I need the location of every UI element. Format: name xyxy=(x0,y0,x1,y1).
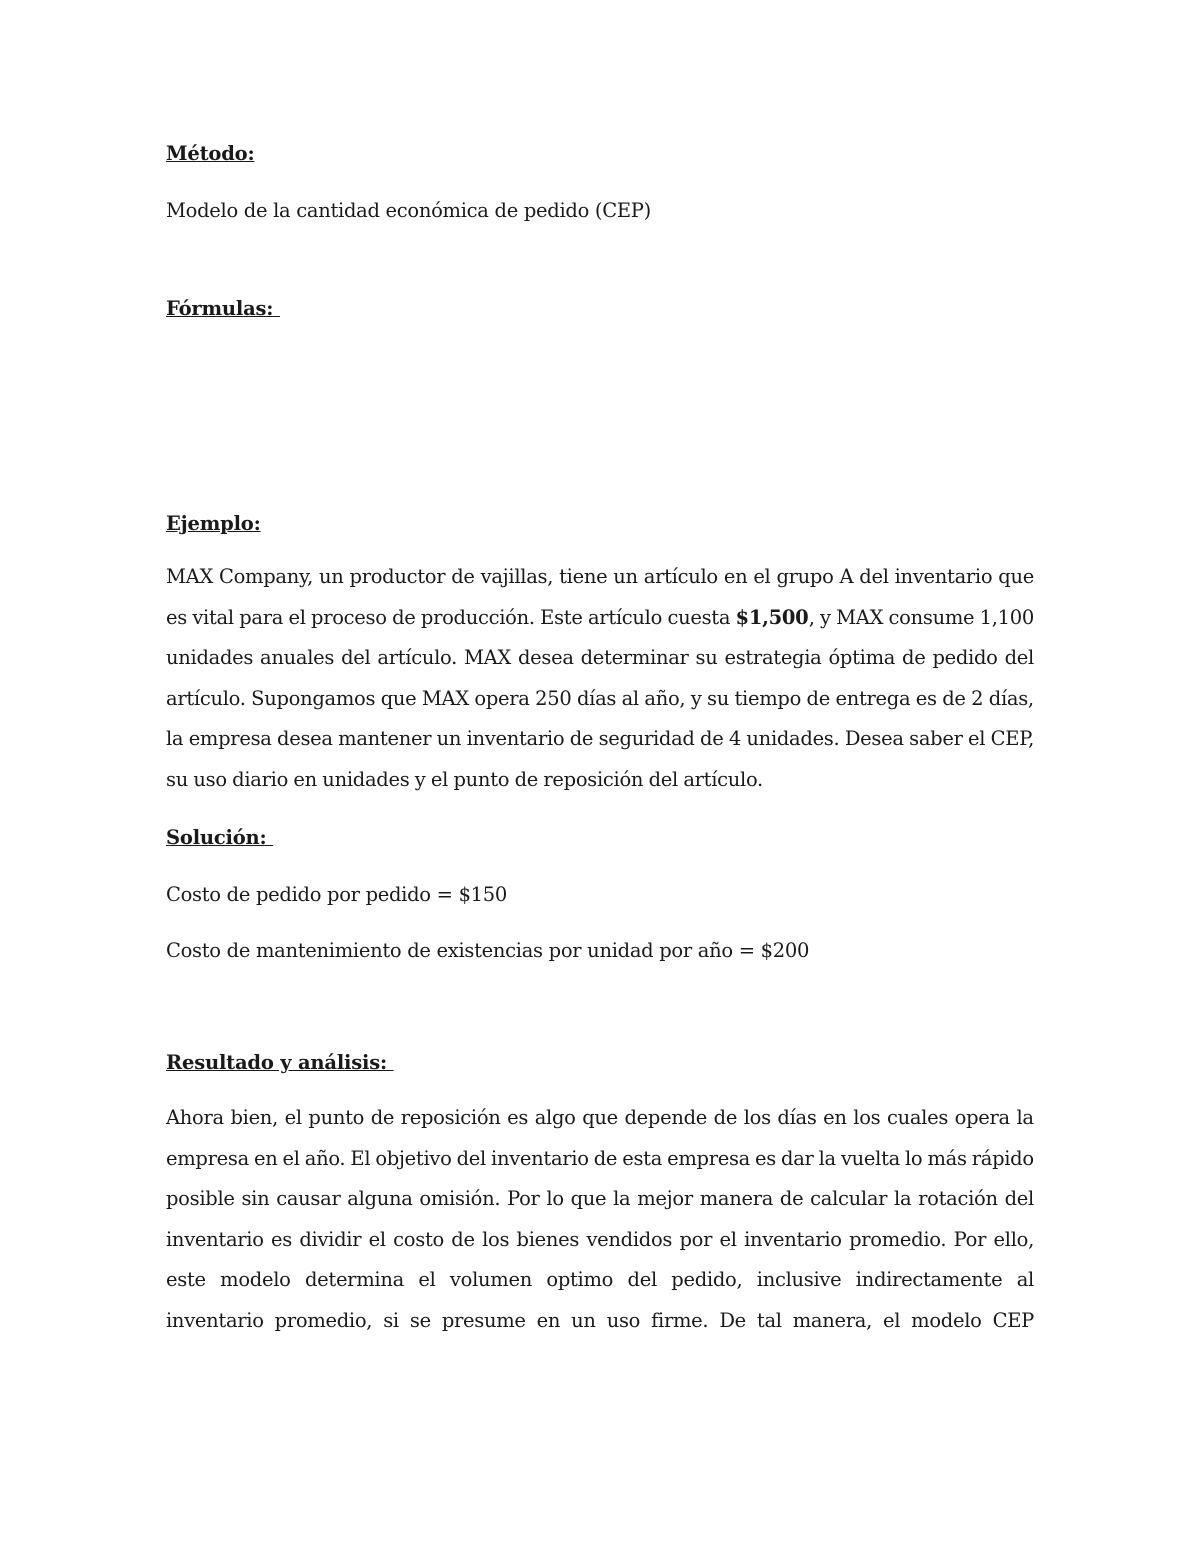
costo-pedido-text: Costo de pedido por pedido = $150 xyxy=(166,883,507,906)
word: uso xyxy=(606,1308,641,1332)
word: es xyxy=(755,1146,776,1170)
word: De xyxy=(719,1308,746,1332)
word: Company, xyxy=(219,565,314,588)
resultado-paragraph xyxy=(166,1098,1034,1342)
ejemplo-line xyxy=(166,679,1034,720)
formulas-heading: Fórmulas: xyxy=(166,297,280,320)
word: inventario xyxy=(894,565,993,588)
word: de xyxy=(902,646,926,670)
word: Por xyxy=(953,1227,987,1251)
word: Por xyxy=(507,1187,540,1211)
word: el xyxy=(882,1308,901,1332)
word: modelo xyxy=(911,1308,982,1332)
word: el xyxy=(753,565,771,588)
word: posible xyxy=(166,1187,235,1211)
word: pedido xyxy=(932,646,998,670)
ejemplo-line xyxy=(166,598,1034,639)
word: un xyxy=(571,1308,596,1332)
word: determina xyxy=(304,1268,404,1292)
word: 4 xyxy=(728,727,741,751)
word: causar xyxy=(276,1187,341,1211)
word: un xyxy=(436,727,462,751)
word: seguridad xyxy=(598,727,695,751)
word: omisión. xyxy=(419,1187,501,1211)
resultado-line xyxy=(166,1139,1034,1180)
word: que xyxy=(570,1187,607,1211)
word: en xyxy=(823,1106,847,1129)
word: tiempo xyxy=(734,686,802,710)
word: es xyxy=(915,686,937,710)
resultado-line xyxy=(166,1301,1034,1342)
word: el xyxy=(284,1106,302,1129)
word: tal xyxy=(756,1308,782,1332)
word: saber xyxy=(909,727,963,751)
word: manera xyxy=(699,1187,774,1211)
word: sin xyxy=(241,1187,270,1211)
word: que xyxy=(582,1106,618,1129)
word: de xyxy=(806,686,830,710)
word: su xyxy=(695,646,718,670)
word: estrategia xyxy=(724,646,822,670)
word: manera, xyxy=(792,1308,872,1332)
word: los xyxy=(853,1106,881,1129)
word: anuales xyxy=(260,646,335,670)
word: bien, xyxy=(230,1106,278,1129)
price-value: $1,500 xyxy=(735,605,809,629)
word: en xyxy=(536,1308,561,1332)
word: rápido xyxy=(971,1146,1034,1170)
word: en xyxy=(723,565,748,588)
word: El xyxy=(350,1146,371,1170)
ejemplo-line: su uso diario en unidades y el punto de reposición del artículo. xyxy=(166,767,763,791)
word: rotación xyxy=(918,1187,998,1211)
word: al xyxy=(1016,1268,1034,1292)
word: días xyxy=(576,686,617,710)
word: inventario xyxy=(466,727,565,751)
word: costo xyxy=(393,1227,444,1251)
word: de xyxy=(593,1146,618,1170)
word: volumen xyxy=(449,1268,532,1292)
word: un xyxy=(613,565,638,588)
word: empresa xyxy=(667,1146,750,1170)
word: y xyxy=(690,686,702,710)
word: esta xyxy=(622,1146,663,1170)
word: es xyxy=(271,1227,292,1251)
word: en xyxy=(253,1146,278,1170)
word: más xyxy=(927,1146,967,1170)
word: la xyxy=(166,727,184,751)
word: inclusive xyxy=(756,1268,842,1292)
word: CEP, xyxy=(990,727,1034,751)
word: si xyxy=(383,1308,399,1332)
ejemplo-line xyxy=(166,638,1034,679)
word: lo xyxy=(546,1187,564,1211)
word: inventario xyxy=(491,1146,589,1170)
metodo-heading: Método: xyxy=(166,142,255,165)
word: desea xyxy=(277,727,333,751)
word: la xyxy=(818,1146,836,1170)
word: por xyxy=(679,1227,713,1251)
word: presume xyxy=(441,1308,526,1332)
word: los xyxy=(743,1106,771,1129)
word: algo xyxy=(534,1106,576,1129)
word: el xyxy=(368,1227,386,1251)
word: lo xyxy=(905,1146,923,1170)
word: artículo. xyxy=(166,686,246,710)
word: indirectamente xyxy=(855,1268,1003,1292)
word: artículo. xyxy=(377,646,458,670)
word: un xyxy=(319,565,344,588)
ejemplo-paragraph xyxy=(166,557,1034,801)
word: de xyxy=(700,727,724,751)
word: de xyxy=(942,686,966,710)
word: opera xyxy=(474,686,530,710)
word: tiene xyxy=(559,565,608,588)
word: ello, xyxy=(993,1227,1034,1251)
word: es xyxy=(507,1106,529,1129)
word: inventario xyxy=(166,1227,264,1251)
resultado-line xyxy=(166,1098,1034,1139)
word: reposición xyxy=(400,1106,501,1129)
word: empresa xyxy=(188,727,272,751)
word: optimo xyxy=(546,1268,614,1292)
word: modelo xyxy=(220,1268,291,1292)
word: la xyxy=(1016,1106,1034,1129)
word: de xyxy=(370,1106,395,1129)
word: grupo xyxy=(776,565,834,588)
word: del xyxy=(859,565,889,588)
word: MAX xyxy=(463,646,511,670)
word: del xyxy=(456,1146,486,1170)
word: se xyxy=(409,1308,431,1332)
word: del xyxy=(1004,1187,1034,1211)
word: vuelta xyxy=(840,1146,900,1170)
word: MAX xyxy=(166,565,214,588)
ejemplo-line2-start: es vital para el proceso de producción. Este artículo cuesta xyxy=(166,605,736,629)
word: determinar xyxy=(580,646,689,670)
word: este xyxy=(166,1268,206,1292)
word: A xyxy=(839,565,854,588)
word: mantener xyxy=(338,727,432,751)
word: dividir xyxy=(299,1227,362,1251)
word: el xyxy=(719,1227,737,1251)
word: objetivo xyxy=(375,1146,452,1170)
word: del xyxy=(627,1268,657,1292)
word: la xyxy=(894,1187,912,1211)
word: los xyxy=(482,1227,510,1251)
ejemplo-line xyxy=(166,557,1034,598)
word: vajillas, xyxy=(480,565,554,588)
word: del xyxy=(341,646,371,670)
word: calcular xyxy=(810,1187,888,1211)
resultado-line xyxy=(166,1260,1034,1301)
word: Ahora xyxy=(166,1106,224,1129)
word: cuales xyxy=(886,1106,949,1129)
resultado-line xyxy=(166,1179,1034,1220)
word: punto xyxy=(308,1106,365,1129)
word: días xyxy=(777,1106,817,1129)
word: el xyxy=(968,727,986,751)
word: mejor xyxy=(637,1187,693,1211)
word: 2 xyxy=(971,686,984,710)
solucion-heading: Solución: xyxy=(166,826,274,849)
ejemplo-heading: Ejemplo: xyxy=(166,512,261,535)
word: Desea xyxy=(844,727,904,751)
metodo-text: Modelo de la cantidad económica de pedido (CEP) xyxy=(166,199,651,222)
ejemplo-line2-end: , y MAX consume 1,100 xyxy=(808,605,1034,629)
word: año. xyxy=(304,1146,346,1170)
word: que xyxy=(380,686,417,710)
resultado-line xyxy=(166,1220,1034,1261)
word: CEP xyxy=(992,1308,1034,1332)
word: promedio. xyxy=(849,1227,947,1251)
word: Supongamos xyxy=(251,686,376,710)
resultado-heading: Resultado y análisis: xyxy=(166,1051,394,1074)
word: de xyxy=(713,1106,738,1129)
word: 250 xyxy=(535,686,572,710)
word: al xyxy=(621,686,639,710)
word: que xyxy=(998,565,1034,588)
word: bienes xyxy=(516,1227,580,1251)
word: de xyxy=(779,1187,804,1211)
word: año, xyxy=(644,686,686,710)
word: empresa xyxy=(166,1146,249,1170)
word: la xyxy=(613,1187,631,1211)
word: el xyxy=(418,1268,436,1292)
ejemplo-line xyxy=(166,719,1034,760)
word: opera xyxy=(954,1106,1010,1129)
word: inventario xyxy=(166,1308,264,1332)
word: de xyxy=(451,1227,475,1251)
word: firme. xyxy=(651,1308,709,1332)
word: artículo xyxy=(643,565,718,588)
word: pedido, xyxy=(671,1268,743,1292)
word: vendidos xyxy=(586,1227,673,1251)
word: MAX xyxy=(421,686,469,710)
word: dar xyxy=(781,1146,814,1170)
word: su xyxy=(707,686,729,710)
word: unidades xyxy=(166,646,254,670)
word: el xyxy=(282,1146,300,1170)
word: productor xyxy=(349,565,446,588)
word: de xyxy=(569,727,594,751)
word: días, xyxy=(988,686,1034,710)
word: óptima xyxy=(828,646,896,670)
word: de xyxy=(451,565,475,588)
word: entrega xyxy=(835,686,911,710)
word: alguna xyxy=(347,1187,413,1211)
word: depende xyxy=(624,1106,708,1129)
word: del xyxy=(1004,646,1034,670)
word: desea xyxy=(517,646,574,670)
word: unidades. xyxy=(746,727,840,751)
word: inventario xyxy=(744,1227,842,1251)
word: promedio, xyxy=(274,1308,373,1332)
costo-mantenimiento-text: Costo de mantenimiento de existencias por unidad por año = $200 xyxy=(166,939,810,962)
